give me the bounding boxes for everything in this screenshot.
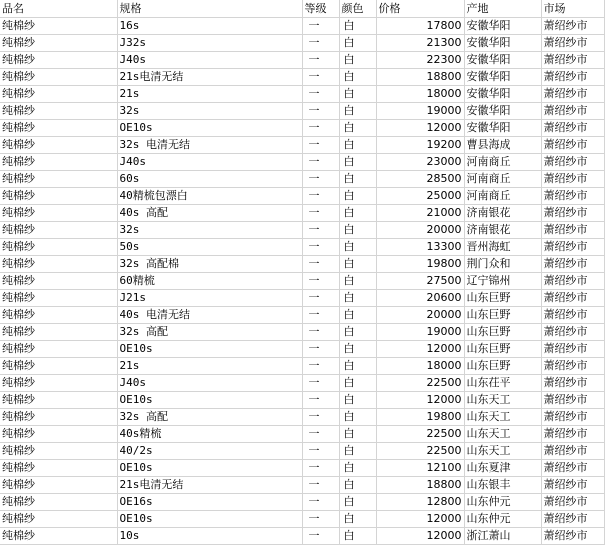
cell-price[interactable]: 13300 <box>376 239 464 256</box>
cell-price[interactable]: 23000 <box>376 154 464 171</box>
cell-price[interactable]: 18000 <box>376 86 464 103</box>
cell-origin[interactable]: 山东夏津 <box>464 460 541 477</box>
cell-grade[interactable]: 一 <box>302 511 339 528</box>
cell-origin[interactable]: 山东天工 <box>464 443 541 460</box>
cell-name[interactable]: 纯棉纱 <box>0 324 117 341</box>
cell-grade[interactable]: 一 <box>302 239 339 256</box>
cell-price[interactable]: 21000 <box>376 205 464 222</box>
cell-grade[interactable]: 一 <box>302 358 339 375</box>
cell-market[interactable]: 萧绍纱市 <box>541 188 604 205</box>
cell-grade[interactable]: 一 <box>302 154 339 171</box>
cell-color[interactable]: 白 <box>339 86 376 103</box>
table-row <box>0 256 604 273</box>
cell-name[interactable]: 纯棉纱 <box>0 341 117 358</box>
cell-market[interactable]: 萧绍纱市 <box>541 205 604 222</box>
cell-color[interactable]: 白 <box>339 358 376 375</box>
cell-origin[interactable]: 山东天工 <box>464 426 541 443</box>
cell-spec[interactable]: OE10s <box>117 511 302 528</box>
cell-color[interactable]: 白 <box>339 171 376 188</box>
cell-market[interactable]: 萧绍纱市 <box>541 409 604 426</box>
cell-spec[interactable]: 21s电清无结 <box>117 69 302 86</box>
cell-name[interactable]: 纯棉纱 <box>0 18 117 35</box>
table-row <box>0 154 604 171</box>
table-row <box>0 222 604 239</box>
cell-spec[interactable]: 40s 高配 <box>117 205 302 222</box>
cell-grade[interactable]: 一 <box>302 120 339 137</box>
cell-price[interactable]: 22300 <box>376 52 464 69</box>
cell-market[interactable]: 萧绍纱市 <box>541 443 604 460</box>
table-row <box>0 341 604 358</box>
cell-grade[interactable]: 一 <box>302 103 339 120</box>
cell-grade[interactable]: 一 <box>302 392 339 409</box>
cell-name[interactable]: 纯棉纱 <box>0 137 117 154</box>
cell-spec[interactable]: J40s <box>117 154 302 171</box>
cell-color[interactable]: 白 <box>339 35 376 52</box>
table-row <box>0 52 604 69</box>
table-row <box>0 273 604 290</box>
cell-name[interactable]: 纯棉纱 <box>0 307 117 324</box>
cell-spec[interactable]: J40s <box>117 375 302 392</box>
cell-origin[interactable]: 辽宁锦州 <box>464 273 541 290</box>
cell-color[interactable]: 白 <box>339 426 376 443</box>
cell-market[interactable]: 萧绍纱市 <box>541 273 604 290</box>
cell-grade[interactable]: 一 <box>302 69 339 86</box>
cell-spec[interactable]: 21s电清无结 <box>117 477 302 494</box>
cell-spec[interactable]: OE16s <box>117 494 302 511</box>
cell-market[interactable]: 萧绍纱市 <box>541 52 604 69</box>
cell-grade[interactable]: 一 <box>302 409 339 426</box>
header-price[interactable]: 价格 <box>376 0 464 18</box>
cell-price[interactable]: 22500 <box>376 426 464 443</box>
cell-market[interactable]: 萧绍纱市 <box>541 69 604 86</box>
cell-origin[interactable]: 安徽华阳 <box>464 35 541 52</box>
cell-price[interactable]: 12000 <box>376 392 464 409</box>
table-row <box>0 307 604 324</box>
cell-grade[interactable]: 一 <box>302 307 339 324</box>
cell-color[interactable]: 白 <box>339 273 376 290</box>
cell-name[interactable]: 纯棉纱 <box>0 494 117 511</box>
cell-color[interactable]: 白 <box>339 69 376 86</box>
cell-market[interactable]: 萧绍纱市 <box>541 256 604 273</box>
cell-market[interactable]: 萧绍纱市 <box>541 307 604 324</box>
cell-price[interactable]: 12800 <box>376 494 464 511</box>
cell-name[interactable]: 纯棉纱 <box>0 511 117 528</box>
cell-name[interactable]: 纯棉纱 <box>0 392 117 409</box>
cell-price[interactable]: 20000 <box>376 222 464 239</box>
table-row <box>0 358 604 375</box>
cell-price[interactable]: 20000 <box>376 307 464 324</box>
table-row <box>0 171 604 188</box>
cell-spec[interactable]: J32s <box>117 35 302 52</box>
cell-color[interactable]: 白 <box>339 256 376 273</box>
table-row <box>0 443 604 460</box>
cell-grade[interactable]: 一 <box>302 375 339 392</box>
cell-market[interactable]: 萧绍纱市 <box>541 120 604 137</box>
table-row <box>0 205 604 222</box>
cell-name[interactable]: 纯棉纱 <box>0 426 117 443</box>
table-row <box>0 409 604 426</box>
cell-color[interactable]: 白 <box>339 307 376 324</box>
cell-name[interactable]: 纯棉纱 <box>0 443 117 460</box>
cell-spec[interactable]: 40s 电清无结 <box>117 307 302 324</box>
cell-price[interactable]: 25000 <box>376 188 464 205</box>
cell-grade[interactable]: 一 <box>302 222 339 239</box>
cell-color[interactable]: 白 <box>339 120 376 137</box>
cell-market[interactable]: 萧绍纱市 <box>541 460 604 477</box>
cell-grade[interactable]: 一 <box>302 477 339 494</box>
cell-name[interactable]: 纯棉纱 <box>0 86 117 103</box>
table-row <box>0 392 604 409</box>
cell-name[interactable]: 纯棉纱 <box>0 409 117 426</box>
cell-price[interactable]: 12000 <box>376 528 464 545</box>
cell-color[interactable]: 白 <box>339 528 376 545</box>
cell-spec[interactable]: 32s 高配 <box>117 409 302 426</box>
cell-color[interactable]: 白 <box>339 409 376 426</box>
cell-origin[interactable]: 安徽华阳 <box>464 18 541 35</box>
cell-price[interactable]: 12100 <box>376 460 464 477</box>
cell-price[interactable]: 18800 <box>376 477 464 494</box>
cell-grade[interactable]: 一 <box>302 341 339 358</box>
cell-color[interactable]: 白 <box>339 188 376 205</box>
cell-origin[interactable]: 浙江萧山 <box>464 528 541 545</box>
cell-color[interactable]: 白 <box>339 443 376 460</box>
cell-market[interactable]: 萧绍纱市 <box>541 239 604 256</box>
cell-price[interactable]: 19800 <box>376 409 464 426</box>
table-row <box>0 324 604 341</box>
table-row <box>0 375 604 392</box>
cell-name[interactable]: 纯棉纱 <box>0 171 117 188</box>
cell-spec[interactable]: 21s <box>117 86 302 103</box>
table-row <box>0 35 604 52</box>
cell-origin[interactable]: 安徽华阳 <box>464 52 541 69</box>
table-row <box>0 239 604 256</box>
header-market[interactable]: 市场 <box>541 0 604 18</box>
cell-spec[interactable]: J21s <box>117 290 302 307</box>
cell-market[interactable]: 萧绍纱市 <box>541 392 604 409</box>
cell-grade[interactable]: 一 <box>302 443 339 460</box>
cell-name[interactable]: 纯棉纱 <box>0 69 117 86</box>
table-row <box>0 477 604 494</box>
cell-origin[interactable]: 山东巨野 <box>464 307 541 324</box>
cell-price[interactable]: 12000 <box>376 341 464 358</box>
cell-name[interactable]: 纯棉纱 <box>0 358 117 375</box>
cell-price[interactable]: 19000 <box>376 324 464 341</box>
header-spec[interactable]: 规格 <box>117 0 302 18</box>
table-row <box>0 69 604 86</box>
cell-spec[interactable]: 60精梳 <box>117 273 302 290</box>
table-row <box>0 528 604 545</box>
cell-market[interactable]: 萧绍纱市 <box>541 494 604 511</box>
cell-price[interactable]: 19200 <box>376 137 464 154</box>
cell-market[interactable]: 萧绍纱市 <box>541 86 604 103</box>
cell-price[interactable]: 19000 <box>376 103 464 120</box>
cell-spec[interactable]: 50s <box>117 239 302 256</box>
cell-origin[interactable]: 山东巨野 <box>464 358 541 375</box>
cell-price[interactable]: 12000 <box>376 511 464 528</box>
cell-name[interactable]: 纯棉纱 <box>0 222 117 239</box>
cell-price[interactable]: 27500 <box>376 273 464 290</box>
cell-name[interactable]: 纯棉纱 <box>0 120 117 137</box>
cell-market[interactable]: 萧绍纱市 <box>541 426 604 443</box>
cell-market[interactable]: 萧绍纱市 <box>541 103 604 120</box>
cell-name[interactable]: 纯棉纱 <box>0 460 117 477</box>
cell-origin[interactable]: 晋州海虹 <box>464 239 541 256</box>
cell-origin[interactable]: 河南商丘 <box>464 154 541 171</box>
cell-color[interactable]: 白 <box>339 494 376 511</box>
cell-price[interactable]: 22500 <box>376 443 464 460</box>
cell-market[interactable]: 萧绍纱市 <box>541 137 604 154</box>
cell-spec[interactable]: 10s <box>117 528 302 545</box>
cell-color[interactable]: 白 <box>339 52 376 69</box>
cell-origin[interactable]: 山东巨野 <box>464 290 541 307</box>
cell-origin[interactable]: 山东巨野 <box>464 324 541 341</box>
cell-color[interactable]: 白 <box>339 137 376 154</box>
cell-name[interactable]: 纯棉纱 <box>0 290 117 307</box>
cell-market[interactable]: 萧绍纱市 <box>541 18 604 35</box>
table-row <box>0 426 604 443</box>
table-row <box>0 86 604 103</box>
cell-spec[interactable]: 32s 高配棉 <box>117 256 302 273</box>
cell-name[interactable]: 纯棉纱 <box>0 273 117 290</box>
cell-color[interactable]: 白 <box>339 392 376 409</box>
cell-market[interactable]: 萧绍纱市 <box>541 341 604 358</box>
cell-origin[interactable]: 山东仲元 <box>464 511 541 528</box>
cell-origin[interactable]: 曹县海成 <box>464 137 541 154</box>
cell-name[interactable]: 纯棉纱 <box>0 154 117 171</box>
cell-color[interactable]: 白 <box>339 205 376 222</box>
cell-color[interactable]: 白 <box>339 460 376 477</box>
cell-market[interactable]: 萧绍纱市 <box>541 477 604 494</box>
cell-origin[interactable]: 安徽华阳 <box>464 120 541 137</box>
header-grade[interactable]: 等级 <box>302 0 339 18</box>
cell-spec[interactable]: 16s <box>117 18 302 35</box>
cell-grade[interactable]: 一 <box>302 171 339 188</box>
cell-color[interactable]: 白 <box>339 375 376 392</box>
cell-origin[interactable]: 山东天工 <box>464 392 541 409</box>
cell-spec[interactable]: 21s <box>117 358 302 375</box>
cell-color[interactable]: 白 <box>339 477 376 494</box>
cell-grade[interactable]: 一 <box>302 52 339 69</box>
cell-grade[interactable]: 一 <box>302 426 339 443</box>
table-row <box>0 290 604 307</box>
cell-origin[interactable]: 安徽华阳 <box>464 69 541 86</box>
header-color[interactable]: 颜色 <box>339 0 376 18</box>
cell-price[interactable]: 22500 <box>376 375 464 392</box>
cell-origin[interactable]: 山东仲元 <box>464 494 541 511</box>
cell-grade[interactable]: 一 <box>302 86 339 103</box>
cell-market[interactable]: 萧绍纱市 <box>541 358 604 375</box>
cell-name[interactable]: 纯棉纱 <box>0 35 117 52</box>
cell-price[interactable]: 28500 <box>376 171 464 188</box>
cell-name[interactable]: 纯棉纱 <box>0 375 117 392</box>
cell-grade[interactable]: 一 <box>302 528 339 545</box>
cell-spec[interactable]: 32s <box>117 222 302 239</box>
cell-spec[interactable]: 60s <box>117 171 302 188</box>
cell-market[interactable]: 萧绍纱市 <box>541 375 604 392</box>
table-row <box>0 103 604 120</box>
table-row <box>0 137 604 154</box>
table-row <box>0 120 604 137</box>
cell-market[interactable]: 萧绍纱市 <box>541 35 604 52</box>
cell-name[interactable]: 纯棉纱 <box>0 256 117 273</box>
cell-origin[interactable]: 山东天工 <box>464 409 541 426</box>
cell-spec[interactable]: 32s 高配 <box>117 324 302 341</box>
header-origin[interactable]: 产地 <box>464 0 541 18</box>
cell-price[interactable]: 18000 <box>376 358 464 375</box>
cell-price[interactable]: 21300 <box>376 35 464 52</box>
header-row <box>0 0 604 18</box>
cell-name[interactable]: 纯棉纱 <box>0 477 117 494</box>
cell-market[interactable]: 萧绍纱市 <box>541 154 604 171</box>
cell-spec[interactable]: OE10s <box>117 392 302 409</box>
table-row <box>0 18 604 35</box>
cell-market[interactable]: 萧绍纱市 <box>541 511 604 528</box>
cell-grade[interactable]: 一 <box>302 188 339 205</box>
cell-name[interactable]: 纯棉纱 <box>0 239 117 256</box>
cell-grade[interactable]: 一 <box>302 205 339 222</box>
cell-market[interactable]: 萧绍纱市 <box>541 324 604 341</box>
cell-price[interactable]: 20600 <box>376 290 464 307</box>
table-row <box>0 511 604 528</box>
cell-grade[interactable]: 一 <box>302 324 339 341</box>
cell-origin[interactable]: 山东巨野 <box>464 341 541 358</box>
cell-origin[interactable]: 河南商丘 <box>464 188 541 205</box>
cell-spec[interactable]: 32s <box>117 103 302 120</box>
cell-spec[interactable]: OE10s <box>117 341 302 358</box>
cell-market[interactable]: 萧绍纱市 <box>541 528 604 545</box>
cell-origin[interactable]: 济南银花 <box>464 222 541 239</box>
cell-grade[interactable]: 一 <box>302 256 339 273</box>
cell-grade[interactable]: 一 <box>302 494 339 511</box>
cell-grade[interactable]: 一 <box>302 273 339 290</box>
cell-grade[interactable]: 一 <box>302 35 339 52</box>
cell-price[interactable]: 18800 <box>376 69 464 86</box>
cell-grade[interactable]: 一 <box>302 460 339 477</box>
table-row <box>0 460 604 477</box>
cell-spec[interactable]: 40s精梳 <box>117 426 302 443</box>
cell-color[interactable]: 白 <box>339 341 376 358</box>
cell-spec[interactable]: 40/2s <box>117 443 302 460</box>
cell-color[interactable]: 白 <box>339 239 376 256</box>
cell-name[interactable]: 纯棉纱 <box>0 52 117 69</box>
cell-spec[interactable]: J40s <box>117 52 302 69</box>
cell-market[interactable]: 萧绍纱市 <box>541 171 604 188</box>
cell-origin[interactable]: 安徽华阳 <box>464 86 541 103</box>
cell-origin[interactable]: 山东茌平 <box>464 375 541 392</box>
cell-price[interactable]: 12000 <box>376 120 464 137</box>
cell-origin[interactable]: 河南商丘 <box>464 171 541 188</box>
cell-color[interactable]: 白 <box>339 324 376 341</box>
cell-market[interactable]: 萧绍纱市 <box>541 222 604 239</box>
cell-spec[interactable]: OE10s <box>117 460 302 477</box>
cell-market[interactable]: 萧绍纱市 <box>541 290 604 307</box>
table-row <box>0 494 604 511</box>
cell-spec[interactable]: OE10s <box>117 120 302 137</box>
cell-color[interactable]: 白 <box>339 18 376 35</box>
cell-grade[interactable]: 一 <box>302 137 339 154</box>
header-name[interactable]: 品名 <box>0 0 117 18</box>
cell-color[interactable]: 白 <box>339 103 376 120</box>
cell-spec[interactable]: 40精梳包漂白 <box>117 188 302 205</box>
cell-name[interactable]: 纯棉纱 <box>0 528 117 545</box>
cell-origin[interactable]: 山东银丰 <box>464 477 541 494</box>
cell-spec[interactable]: 32s 电清无结 <box>117 137 302 154</box>
cell-price[interactable]: 19800 <box>376 256 464 273</box>
cell-color[interactable]: 白 <box>339 290 376 307</box>
cell-name[interactable]: 纯棉纱 <box>0 188 117 205</box>
cell-color[interactable]: 白 <box>339 222 376 239</box>
cell-price[interactable]: 17800 <box>376 18 464 35</box>
cell-origin[interactable]: 济南银花 <box>464 205 541 222</box>
cell-origin[interactable]: 安徽华阳 <box>464 103 541 120</box>
cell-name[interactable]: 纯棉纱 <box>0 205 117 222</box>
cell-color[interactable]: 白 <box>339 511 376 528</box>
cell-name[interactable]: 纯棉纱 <box>0 103 117 120</box>
cell-color[interactable]: 白 <box>339 154 376 171</box>
cell-origin[interactable]: 荆门众和 <box>464 256 541 273</box>
cell-grade[interactable]: 一 <box>302 18 339 35</box>
cell-grade[interactable]: 一 <box>302 290 339 307</box>
table-row <box>0 188 604 205</box>
